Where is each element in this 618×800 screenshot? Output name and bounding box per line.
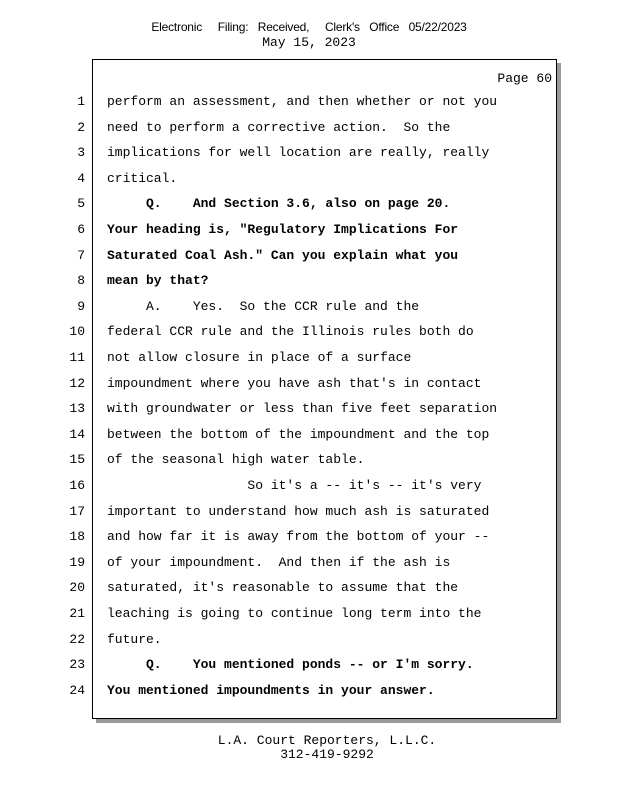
line-number: 24	[69, 683, 85, 698]
line-number: 7	[77, 248, 85, 263]
line-text: Your heading is, "Regulatory Implications For	[107, 222, 459, 237]
line-text: federal CCR rule and the Illinois rules both do	[107, 324, 474, 339]
line-text: saturated, it's reasonable to assume that the	[107, 580, 459, 595]
line-text: leaching is going to continue long term into the	[107, 606, 482, 621]
line-number: 8	[77, 273, 85, 288]
line-text: important to understand how much ash is saturated	[107, 504, 490, 519]
line-number: 5	[77, 196, 85, 211]
page-number: Page 60	[497, 71, 552, 86]
line-text: need to perform a corrective action. So the	[107, 120, 451, 135]
line-number: 1	[77, 94, 85, 109]
line-text: not allow closure in place of a surface	[107, 350, 412, 365]
line-number: 15	[69, 452, 85, 467]
line-text: Saturated Coal Ash." Can you explain what you	[107, 248, 459, 263]
line-number: 16	[69, 478, 85, 493]
line-text: So it's a -- it's -- it's very	[107, 478, 482, 493]
line-number: 3	[77, 145, 85, 160]
line-number: 2	[77, 120, 85, 135]
line-number: 13	[69, 401, 85, 416]
line-text: of the seasonal high water table.	[107, 452, 365, 467]
filing-stamp: Electronic Filing: Received, Clerk's Office 05/22/2023	[151, 20, 467, 34]
line-number: 17	[69, 504, 85, 519]
line-text: A. Yes. So the CCR rule and the	[107, 299, 420, 314]
line-number: 23	[69, 657, 85, 672]
line-text: and how far it is away from the bottom of your --	[107, 529, 490, 544]
line-text: Q. You mentioned ponds -- or I'm sorry.	[107, 657, 474, 672]
line-text: impoundment where you have ash that's in contact	[107, 376, 482, 391]
line-number: 21	[69, 606, 85, 621]
transcript-date: May 15, 2023	[262, 35, 356, 50]
line-text: perform an assessment, and then whether or not you	[107, 94, 498, 109]
line-text: future.	[107, 632, 162, 647]
line-text: You mentioned impoundments in your answer.	[107, 683, 435, 698]
line-number: 18	[69, 529, 85, 544]
line-number: 11	[69, 350, 85, 365]
line-text: critical.	[107, 171, 178, 186]
line-number: 22	[69, 632, 85, 647]
line-text: between the bottom of the impoundment and the top	[107, 427, 490, 442]
line-text: implications for well location are really, really	[107, 145, 490, 160]
reporter-company: L.A. Court Reporters, L.L.C.	[217, 733, 437, 748]
line-text: of your impoundment. And then if the ash is	[107, 555, 451, 570]
line-number: 4	[77, 171, 85, 186]
line-number: 6	[77, 222, 85, 237]
line-number: 20	[69, 580, 85, 595]
line-text: mean by that?	[107, 273, 209, 288]
line-number: 10	[69, 324, 85, 339]
line-text: Q. And Section 3.6, also on page 20.	[107, 196, 451, 211]
line-text: with groundwater or less than five feet separation	[107, 401, 498, 416]
reporter-phone: 312-419-9292	[280, 747, 374, 762]
line-number: 9	[77, 299, 85, 314]
line-number: 12	[69, 376, 85, 391]
line-number: 14	[69, 427, 85, 442]
line-number: 19	[69, 555, 85, 570]
